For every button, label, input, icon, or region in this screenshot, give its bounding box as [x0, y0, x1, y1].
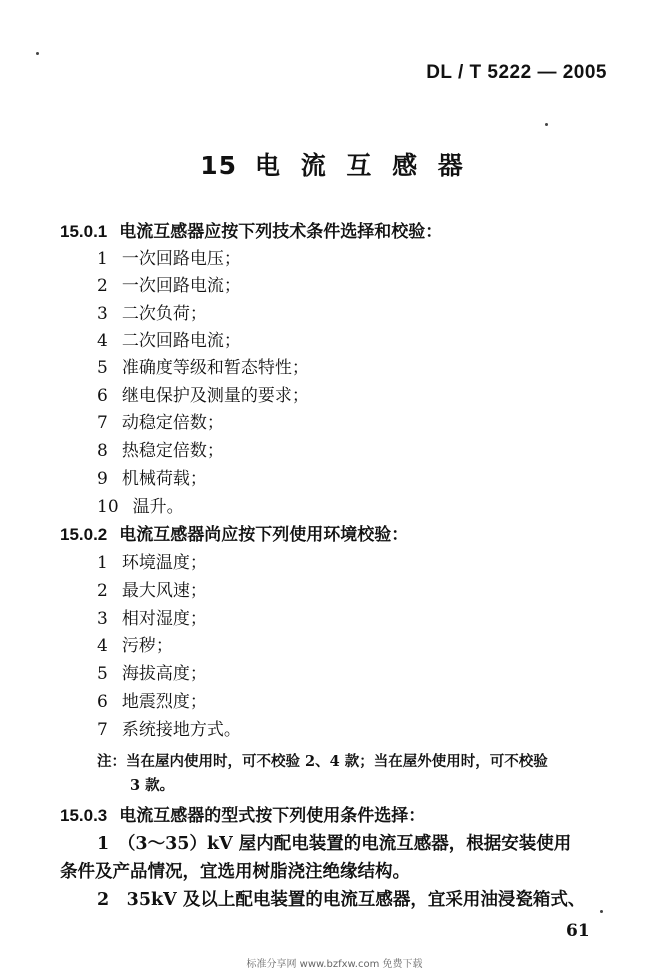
list-item: 2 一次回路电流； — [97, 276, 241, 296]
paragraph-line: 条件及产品情况，宜选用树脂浇注绝缘结构。 — [60, 862, 410, 882]
page-number: 61 — [566, 921, 590, 941]
list-item: 3 相对湿度； — [97, 609, 207, 629]
clause-number: 15.0.1 — [60, 222, 108, 241]
scan-speck — [545, 123, 548, 126]
scan-speck — [600, 910, 603, 913]
scan-speck — [36, 52, 39, 55]
clause-heading — [60, 525, 408, 545]
chapter-title-text: 电 流 互 感 器 — [254, 151, 469, 180]
list-item: 10 温升。 — [97, 497, 184, 517]
note-line: 3 款。 — [130, 777, 175, 794]
list-item: 8 热稳定倍数； — [97, 441, 224, 461]
list-item: 6 地震烈度； — [97, 692, 207, 712]
clause-text: 电流互感器的型式按下列使用条件选择： — [119, 806, 426, 826]
clause-heading — [60, 806, 425, 826]
list-item: 1 环境温度； — [97, 553, 207, 573]
paragraph-line: 1 （3～35）kV 屋内配电装置的电流互感器，根据安装使用 — [97, 834, 572, 854]
footer-watermark: 标准分享网 www.bzfxw.com 免费下载 — [246, 959, 423, 970]
standard-code: DL / T 5222 — 2005 — [426, 62, 607, 83]
list-item: 7 动稳定倍数； — [97, 413, 224, 433]
list-item: 4 二次回路电流； — [97, 331, 241, 351]
clause-number: 15.0.3 — [60, 806, 108, 825]
list-item: 1 一次回路电压； — [97, 249, 241, 269]
list-item: 2 最大风速； — [97, 581, 207, 601]
list-item: 7 系统接地方式。 — [97, 720, 241, 740]
chapter-number: 15 — [200, 151, 237, 180]
list-item: 6 继电保护及测量的要求； — [97, 386, 309, 406]
list-item: 5 海拔高度； — [97, 664, 207, 684]
list-item: 5 准确度等级和暂态特性； — [97, 358, 309, 378]
list-item: 3 二次负荷； — [97, 304, 207, 324]
clause-text: 电流互感器应按下列技术条件选择和校验： — [119, 222, 443, 242]
clause-text: 电流互感器尚应按下列使用环境校验： — [119, 525, 409, 545]
list-item: 9 机械荷载； — [97, 469, 207, 489]
clause-heading — [60, 222, 442, 242]
list-item: 4 污秽； — [97, 636, 173, 656]
note-line: 注：当在屋内使用时，可不校验 2、4 款；当在屋外使用时，可不校验 — [97, 753, 548, 770]
clause-number: 15.0.2 — [60, 525, 108, 544]
paragraph-line: 2 35kV 及以上配电装置的电流互感器，宜采用油浸瓷箱式、 — [97, 890, 586, 910]
chapter-title — [0, 146, 669, 182]
